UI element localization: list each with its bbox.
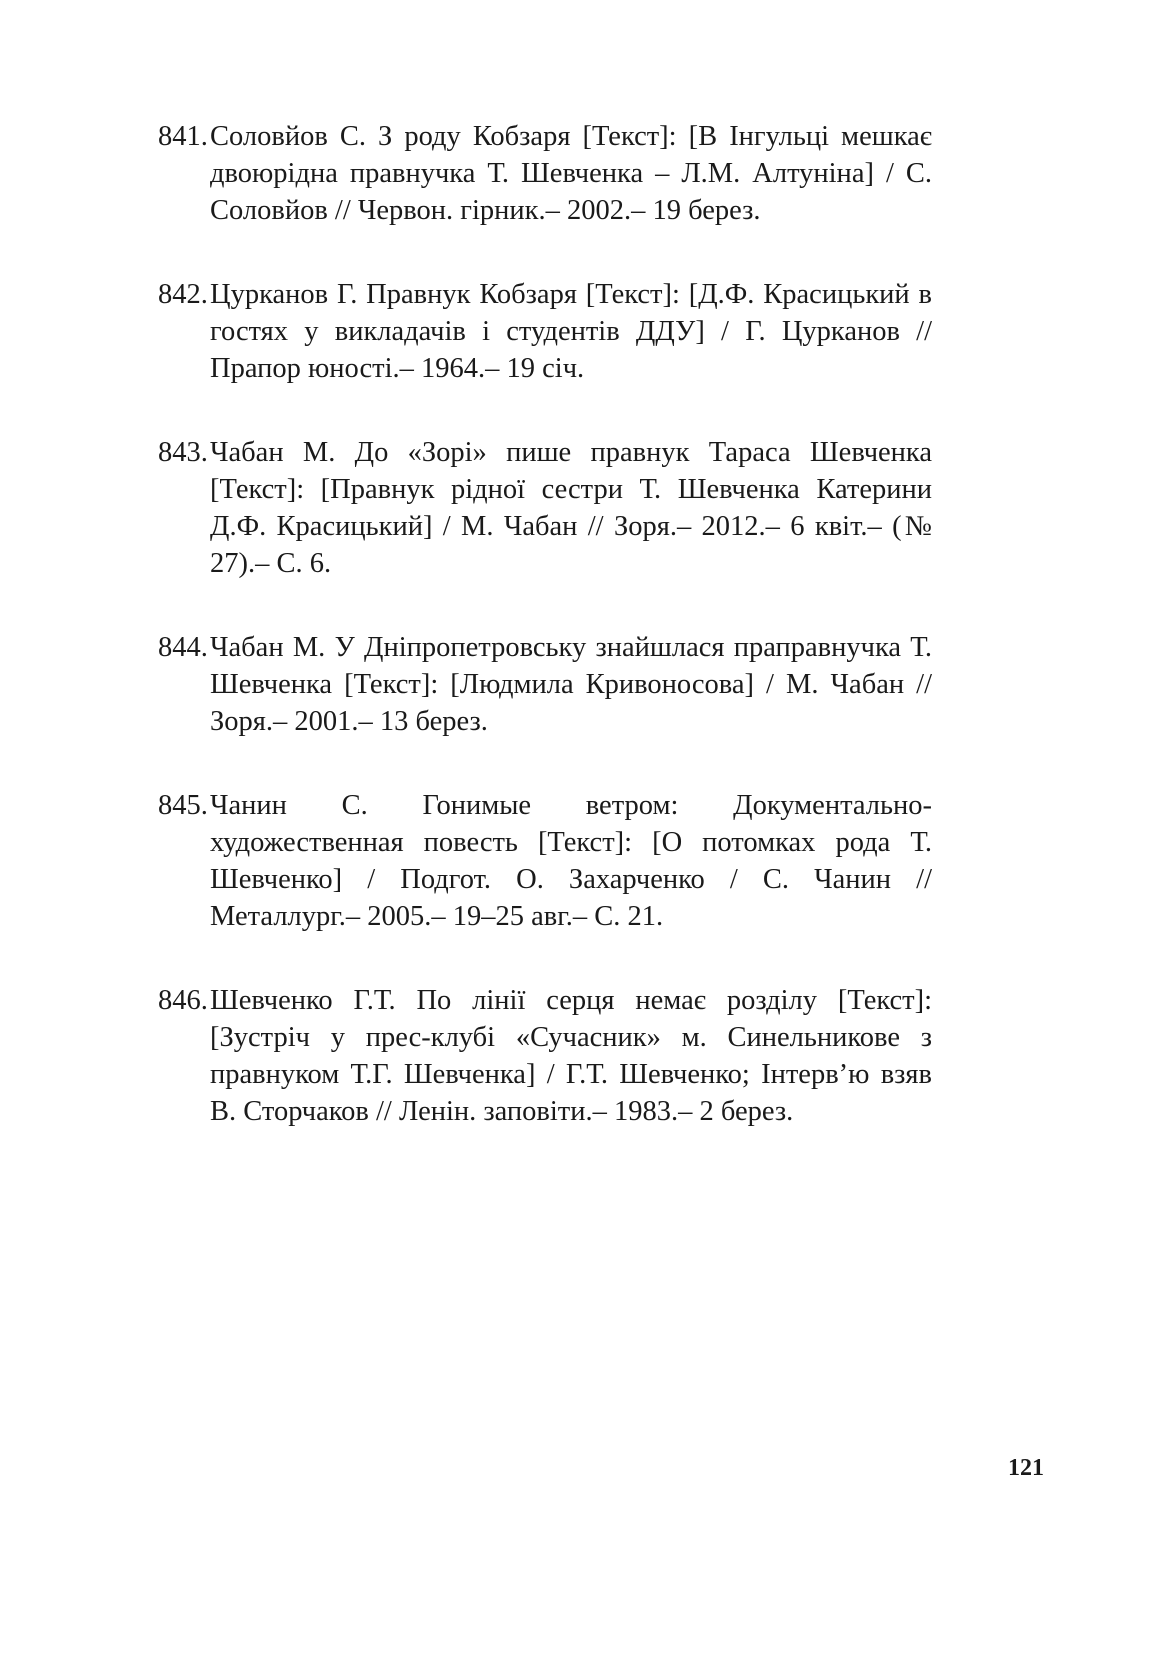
bibliography-entry-846 bbox=[158, 982, 932, 1130]
bibliography-entry-841 bbox=[158, 118, 932, 229]
entry-text: Шевченко Г.Т. По лінії серця немає розділу [Текст]: [Зустріч у прес-клубі «Сучасник» м. Синельникове з правнуком Т.Г. Шевченка] / Г.Т. Шевченко; Інтерв’ю взяв В. Сторчаков // Ленін. заповіти.– 1983.– 2 берез. bbox=[210, 985, 932, 1127]
entry-number: 845. bbox=[158, 790, 208, 821]
entry-text: Чабан М. У Дніпропетровську знайшлася праправнучка Т. Шевченка [Текст]: [Людмила Кривоносова] / М. Чабан // Зоря.– 2001.– 13 берез. bbox=[210, 632, 932, 737]
page-number: 121 bbox=[1008, 1455, 1044, 1481]
bibliography-list bbox=[158, 118, 932, 1177]
entry-number: 844. bbox=[158, 632, 208, 663]
entry-text: Чанин С. Гонимые ветром: Документально-художественная повесть [Текст]: [О потомках рода Т. Шевченко] / Подгот. О. Захарченко / С. Чанин // Металлург.– 2005.– 19–25 авг.– С. 21. bbox=[210, 790, 932, 932]
entry-number: 846. bbox=[158, 985, 208, 1016]
entry-number: 842. bbox=[158, 279, 208, 310]
bibliography-entry-843 bbox=[158, 434, 932, 582]
bibliography-entry-844 bbox=[158, 629, 932, 740]
bibliography-entry-842 bbox=[158, 276, 932, 387]
entry-number: 841. bbox=[158, 121, 208, 152]
entry-text: Цурканов Г. Правнук Кобзаря [Текст]: [Д.Ф. Красицький в гостях у викладачів і студентів ДДУ] / Г. Цурканов // Прапор юності.– 1964.– 19 січ. bbox=[210, 279, 932, 384]
entry-number: 843. bbox=[158, 437, 208, 468]
entry-text: Соловйов С. З роду Кобзаря [Текст]: [В Інгульці мешкає двоюрідна правнучка Т. Шевченка – Л.М. Алтуніна] / С. Соловйов // Червон. гірник.– 2002.– 19 берез. bbox=[210, 121, 932, 226]
bibliography-entry-845 bbox=[158, 787, 932, 935]
entry-text: Чабан М. До «Зорі» пише правнук Тараса Шевченка [Текст]: [Правнук рідної сестри Т. Шевченка Катерини Д.Ф. Красицький] / М. Чабан // Зоря.– 2012.– 6 квіт.– (№ 27).– С. 6. bbox=[210, 437, 932, 579]
